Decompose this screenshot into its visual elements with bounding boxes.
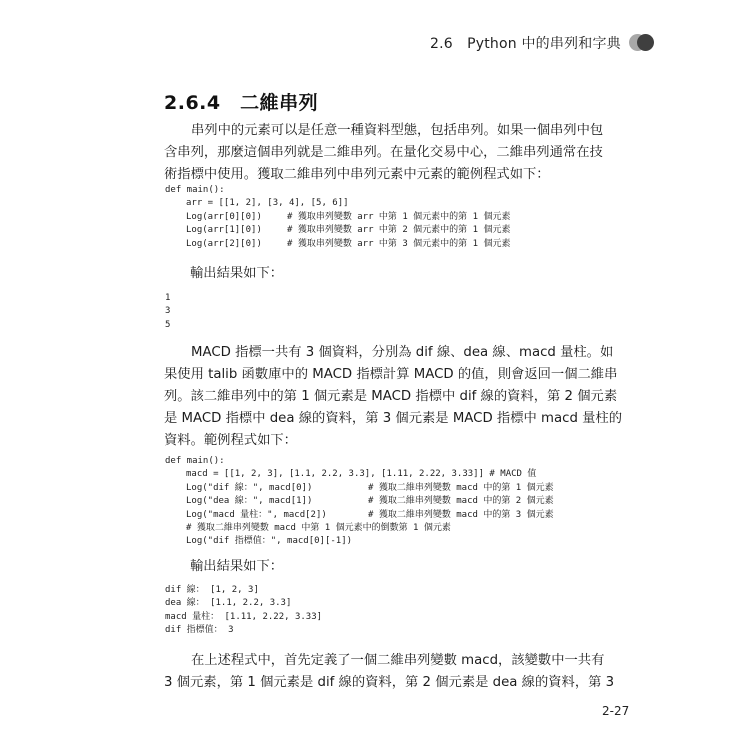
- output-line: dif 指標值： 3: [165, 625, 234, 636]
- output-block-macd: [165, 584, 322, 638]
- code-line: macd = [[1, 2, 3], [1.1, 2.2, 3.3], [1.11, 2.22, 3.33]] # MACD 值: [186, 469, 537, 480]
- code-line: Log("dif 指標值：", macd[0][-1]): [186, 536, 353, 547]
- output-line: macd 量柱： [1.11, 2.22, 3.33]: [165, 611, 323, 622]
- paragraph-line: 串列中的元素可以是任意一種資料型態，包括串列。如果一個串列中包: [191, 123, 604, 138]
- code-line: [165, 211, 525, 224]
- code-line: [165, 482, 565, 495]
- code-comment: # 獲取二維串列變數 macd 中的第 1 個元素: [368, 482, 554, 493]
- paragraph-line: 術指標中使用。獲取二維串列中串列元素中元素的範例程式如下：: [164, 167, 550, 182]
- output-label: 輸出結果如下：: [190, 559, 284, 574]
- code-block-arr: [165, 184, 525, 251]
- code-line: [165, 495, 565, 508]
- code-block-macd: [165, 455, 565, 549]
- paragraph-line: 是 MACD 指標中 dea 線的資料，第 3 個元素是 MACD 指標中 macd 量柱的: [164, 411, 623, 426]
- paragraph-line: 含串列，那麼這個串列就是二維串列。在量化交易中心，二維串列通常在技: [164, 145, 603, 160]
- paragraph-line: 果使用 talib 函數庫中的 MACD 指標計算 MACD 的值，則會返回一個二維串: [164, 367, 618, 382]
- code-statement: Log(arr[0][0]): [186, 211, 262, 222]
- section-title: 2.6.4 二維串列: [164, 92, 319, 114]
- code-comment: # 獲取串列變數 arr 中第 1 個元素中的第 1 個元素: [287, 211, 511, 222]
- running-header: [430, 33, 655, 53]
- code-line: def main():: [165, 456, 225, 466]
- code-comment: # 獲取二維串列變數 macd 中的第 3 個元素: [368, 509, 554, 520]
- output-block-arr: [165, 292, 170, 332]
- code-line: [165, 509, 565, 522]
- output-line: dif 線： [1, 2, 3]: [165, 585, 259, 595]
- code-line: [165, 238, 525, 251]
- paragraph-line: 列。該二維串列中的第 1 個元素是 MACD 指標中 dif 線的資料，第 2 個元素: [164, 389, 618, 404]
- output-line: 1: [165, 293, 171, 303]
- header-dots-icon: [629, 34, 655, 52]
- paragraph-macd: [164, 342, 623, 452]
- code-comment: # 獲取串列變數 arr 中第 3 個元素中的第 1 個元素: [287, 238, 511, 249]
- header-dot-dark: [637, 34, 654, 51]
- code-statement: Log(arr[2][0]): [186, 238, 262, 249]
- code-line: [165, 224, 525, 237]
- code-statement: Log("macd 量柱：", macd[2]): [186, 509, 327, 520]
- code-statement: Log("dif 線：", macd[0]): [186, 482, 313, 493]
- page-number: 2-27: [602, 704, 630, 718]
- code-comment-line: # 獲取二維串列變數 macd 中第 1 個元素中的倒數第 1 個元素: [186, 522, 451, 533]
- running-header-title: 2.6 Python 中的串列和字典: [430, 36, 621, 52]
- paragraph-line: 資料。範例程式如下：: [164, 433, 297, 448]
- code-statement: Log("dea 線：", macd[1]): [186, 496, 313, 507]
- paragraph-intro: [164, 120, 604, 186]
- paragraph-line: 3 個元素，第 1 個元素是 dif 線的資料，第 2 個元素是 dea 線的資料，第 3: [164, 675, 615, 690]
- output-line: dea 線： [1.1, 2.2, 3.3]: [165, 598, 292, 609]
- output-line: 3: [165, 306, 171, 317]
- paragraph-line: 在上述程式中，首先定義了一個二維串列變數 macd，該變數中一共有: [191, 653, 605, 668]
- paragraph-explanation: [164, 650, 615, 694]
- code-comment: # 獲取二維串列變數 macd 中的第 2 個元素: [368, 496, 554, 507]
- code-line: def main():: [165, 185, 225, 195]
- paragraph-line: MACD 指標一共有 3 個資料，分別為 dif 線、dea 線、macd 量柱。如: [191, 345, 614, 360]
- code-statement: Log(arr[1][0]): [186, 225, 262, 236]
- output-label: 輸出結果如下：: [190, 266, 284, 281]
- output-line: 5: [165, 319, 171, 330]
- code-line: arr = [[1, 2], [3, 4], [5, 6]]: [186, 198, 349, 209]
- code-comment: # 獲取串列變數 arr 中第 2 個元素中的第 1 個元素: [287, 225, 511, 236]
